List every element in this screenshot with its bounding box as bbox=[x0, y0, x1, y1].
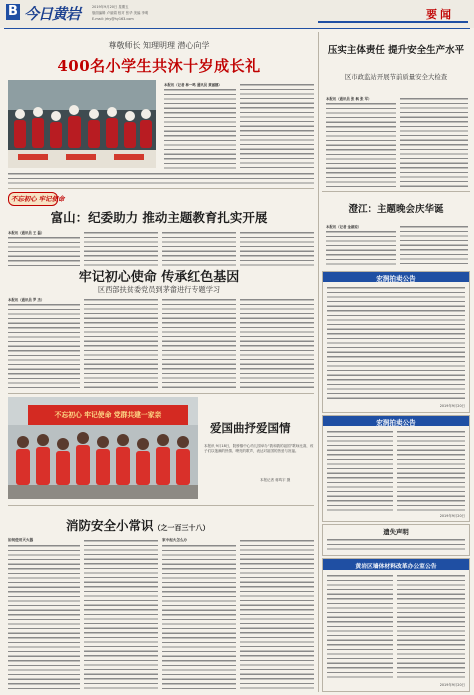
wall-materials-notice-body-b bbox=[397, 573, 465, 681]
headline-4: 爱国曲抒爱国情 bbox=[210, 421, 291, 435]
right-story-1-byline: 本报讯（通讯员 张 枫 张 军） bbox=[326, 97, 372, 101]
caption-4-credit: 本报记者 蒋鸣宇 摄 bbox=[260, 478, 291, 482]
wall-materials-notice-date: 2019年9月20日 bbox=[439, 683, 465, 687]
contact-line: E-mail: jrhy@hy163.com bbox=[92, 17, 134, 21]
caption-4: 本报讯 9月18日，院桥镇中心幼儿园举办“我和我的祖国”歌咏比赛，孩子们以饱满的热情、嘹亮的歌声，表达对祖国的热爱与祝福。 bbox=[204, 444, 314, 453]
story-1-body-c bbox=[8, 171, 314, 185]
subhead-3: 区西部扶贫委党员到茅畲进行专题学习 bbox=[97, 285, 221, 294]
auction-notice-2-title: 宏润拍卖公告 bbox=[376, 419, 416, 427]
story-3-byline: 本报讯（通讯员 罗 杰） bbox=[8, 298, 45, 302]
lost-statement bbox=[322, 524, 470, 556]
column-divider bbox=[318, 32, 319, 692]
qa-2-title: 家中起火怎么办 bbox=[162, 538, 188, 542]
story-2-body-c bbox=[162, 230, 236, 269]
headline-1: 400名小学生共沐十岁成长礼 bbox=[57, 57, 261, 75]
kicker-1: 尊敬师长 知理明理 潜心向学 bbox=[108, 41, 210, 50]
auction-notice-1-header bbox=[323, 272, 469, 282]
section-label: 要闻 bbox=[426, 8, 454, 21]
auction-notice-1-title: 宏润拍卖公告 bbox=[376, 275, 416, 283]
auction-notice-2-body-a bbox=[327, 429, 393, 511]
story-3-body-a bbox=[8, 302, 80, 390]
date-line: 2019年9月20日 星期五 bbox=[92, 5, 129, 9]
auction-notice-2 bbox=[322, 415, 470, 522]
rule-left-1 bbox=[8, 188, 314, 189]
right-story-1-body-a bbox=[326, 101, 396, 187]
wall-materials-notice bbox=[322, 558, 470, 692]
page-letter-badge: B bbox=[6, 4, 20, 20]
masthead-rule bbox=[4, 28, 470, 29]
story-3-body-b bbox=[84, 297, 158, 390]
rule-right-1 bbox=[322, 191, 470, 192]
story-2-byline: 本报讯（通讯员 王 磊） bbox=[8, 231, 45, 235]
auction-notice-1 bbox=[322, 271, 470, 413]
right-story-1-body-b bbox=[400, 96, 468, 187]
right-story-2-body-b bbox=[400, 224, 468, 267]
qa-1-title: 如何使用灭火器 bbox=[8, 538, 34, 542]
right-subhead-1: 区市政监站开展节前质量安全大检查 bbox=[344, 73, 448, 81]
wall-materials-notice-title: 黄岩区墙体材料改革办公室公告 bbox=[355, 564, 437, 570]
story-2-body-a bbox=[8, 235, 80, 269]
photo-singing bbox=[8, 397, 198, 499]
headline-2: 富山：纪委助力 推动主题教育扎实开展 bbox=[50, 210, 268, 225]
story-1-byline: 本报讯（记者 林一鸣 通讯员 黄丽娜） bbox=[164, 83, 222, 87]
rule-left-3 bbox=[8, 505, 314, 506]
photo-ceremony bbox=[8, 80, 156, 168]
paper-name: 今日黄岩 bbox=[24, 5, 81, 23]
headline-5-main: 消防安全小常识 bbox=[66, 518, 154, 533]
headline-3: 牢记初心使命 传承红色基因 bbox=[78, 270, 240, 285]
story-1-body-b bbox=[240, 82, 314, 169]
qa-1-body-b bbox=[84, 538, 158, 691]
right-headline-1: 压实主体责任 提升安全生产水平 bbox=[327, 45, 465, 56]
right-story-2-body-a bbox=[326, 229, 396, 267]
lost-statement-title: 遗失声明 bbox=[383, 528, 409, 536]
auction-notice-2-body-b bbox=[397, 429, 465, 511]
masthead bbox=[0, 0, 474, 28]
auction-notice-2-header bbox=[323, 416, 469, 426]
theme-badge-text: 不忘初心 牢记使命 bbox=[11, 195, 65, 203]
story-2-body-d bbox=[240, 230, 314, 269]
headline-5 bbox=[66, 516, 210, 534]
qa-2-body-b bbox=[240, 538, 314, 691]
story-3-body-d bbox=[240, 297, 314, 390]
section-label-box bbox=[318, 5, 468, 23]
story-2-body-b bbox=[84, 230, 158, 269]
headline-5-suffix: （之一百三十八） bbox=[153, 523, 210, 532]
rule-left-2 bbox=[8, 393, 314, 394]
wall-materials-notice-body-a bbox=[327, 573, 393, 681]
photo-banner-text: 不忘初心 牢记使命 党群共建一家亲 bbox=[54, 411, 162, 419]
story-3-body-c bbox=[162, 297, 236, 390]
right-story-2-byline: 本报讯（记者 金淑琼） bbox=[326, 225, 362, 229]
lost-statement-body bbox=[327, 537, 465, 551]
theme-badge bbox=[8, 192, 65, 206]
story-1-body-a bbox=[164, 87, 236, 169]
auction-notice-1-body bbox=[327, 285, 465, 401]
editor-line: 版面编辑 卢丽娟 校对 张华 美编 李明 bbox=[92, 11, 149, 15]
right-headline-2: 澄江：主题晚会庆华诞 bbox=[348, 204, 444, 215]
qa-2-body-a bbox=[162, 543, 236, 691]
wall-materials-notice-header bbox=[323, 559, 469, 570]
auction-notice-1-date: 2019年9月20日 bbox=[439, 404, 465, 408]
auction-notice-2-date: 2019年9月20日 bbox=[439, 514, 465, 518]
qa-1-body-a bbox=[8, 543, 80, 691]
